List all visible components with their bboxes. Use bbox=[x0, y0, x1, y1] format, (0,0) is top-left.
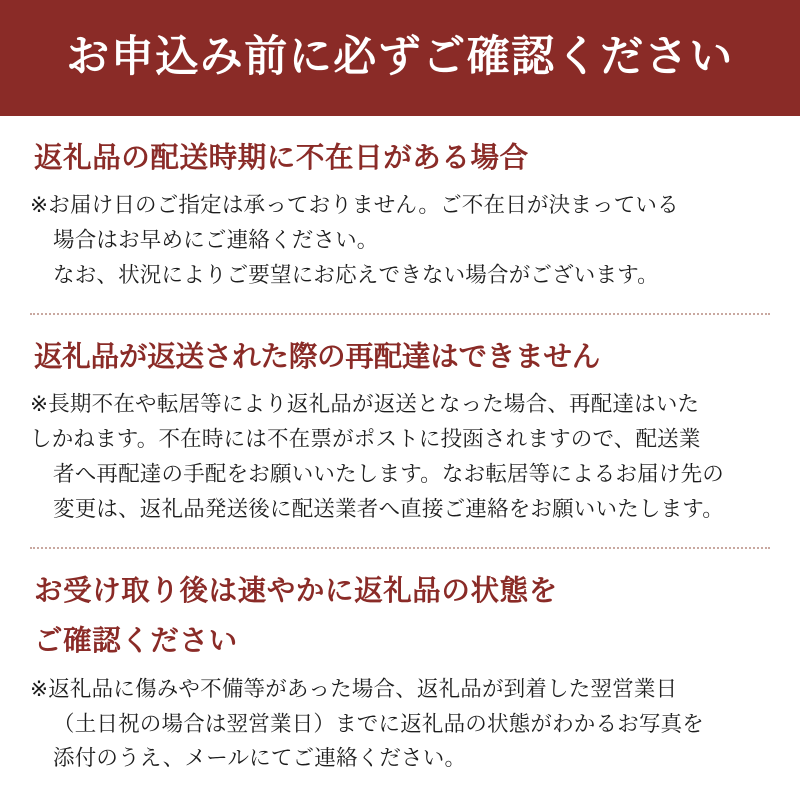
section-2-body bbox=[30, 387, 770, 526]
notice-section-3 bbox=[30, 549, 770, 796]
section-3-line-3: 添付のうえ、メールにてご連絡ください。 bbox=[53, 746, 467, 771]
section-1-heading: 返礼品の配送時期に不在日がある場合 bbox=[34, 142, 529, 174]
section-3-line-1: ※返礼品に傷みや不備等があった場合、返礼品が到着した翌営業日 bbox=[30, 676, 678, 701]
section-1-line-2: 場合はお早めにご連絡ください。 bbox=[53, 228, 379, 253]
section-3-line-2: （土日祝の場合は翌営業日）までに返礼品の状態がわかるお写真を bbox=[53, 711, 705, 736]
section-1-body bbox=[30, 188, 770, 292]
section-1-line-1: ※お届け日のご指定は承っておりません。ご不在日が決まっている bbox=[30, 193, 679, 218]
notice-section-2 bbox=[30, 315, 770, 547]
section-3-heading: お受け取り後は速やかに返礼品の状態を bbox=[34, 574, 558, 607]
section-2-line-1: ※長期不在や転居等により返礼品が返送となった場合、再配達はいた bbox=[30, 392, 700, 417]
page-title: お申込み前に必ずご確認ください bbox=[66, 33, 734, 82]
section-1-line-3: なお、状況によりご要望にお応えできない場合がございます。 bbox=[53, 263, 659, 288]
section-3-heading-line-2: ご確認ください bbox=[34, 625, 238, 658]
notice-section-1 bbox=[30, 116, 770, 313]
notice-sections bbox=[0, 116, 800, 796]
section-2-line-4: 変更は、返礼品発送後に配送業者へ直接ご連絡をお願いいたします。 bbox=[53, 496, 724, 521]
page-header-banner bbox=[0, 0, 800, 116]
section-2-line-3: 者へ再配達の手配をお願いいたします。なお転居等によるお届け先の bbox=[53, 462, 724, 487]
section-2-heading: 返礼品が返送された際の再配達はできません bbox=[34, 340, 601, 373]
section-3-body bbox=[30, 672, 770, 776]
section-2-line-2: しかねます。不在時には不在票がポストに投函されますので、配送業 bbox=[30, 427, 701, 452]
